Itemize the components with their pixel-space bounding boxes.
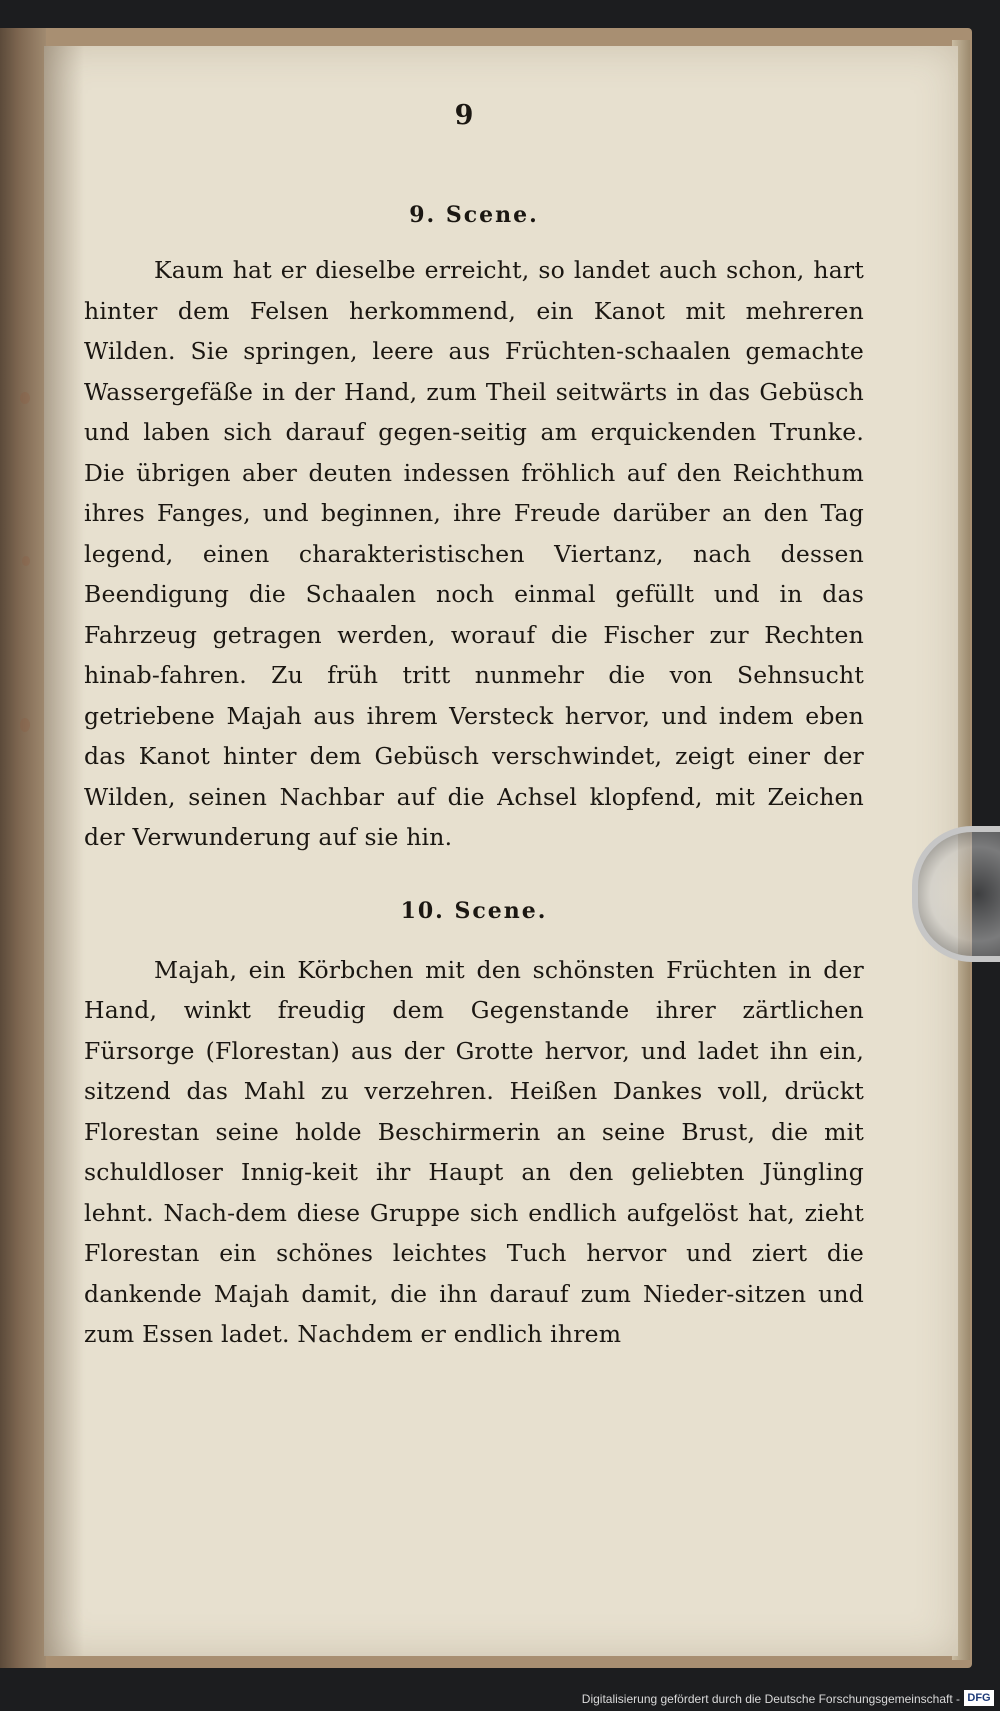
page-text-block [84,90,864,1355]
book-spine [0,28,46,1668]
scene-paragraph: Kaum hat er dieselbe erreicht, so landet auch schon, hart hinter dem Felsen herkommend, ein Kanot mit mehreren Wilden. Sie springen, leere aus Früchten-schaalen gemachte Wassergefäße in der Hand, zum Theil seitwärts in das Gebüsch und laben sich darauf gegen-seitig am erquickenden Trunke. Die übrigen aber deuten indessen fröhlich auf den Reichthum ihres Fanges, und beginnen, ihre Freude darüber an den Tag legend, einen charakteristischen Viertanz, nach dessen Beendigung die Schaalen noch einmal gefüllt und in das Fahrzeug getragen werden, worauf die Fischer zur Rechten hinab-fahren. Zu früh tritt nunmehr die von Sehnsucht getriebene Majah aus ihrem Versteck hervor, und indem eben das Kanot hinter dem Gebüsch verschwindet, zeigt einer der Wilden, seinen Nachbar auf die Achsel klopfend, mit Zeichen der Verwunderung auf sie hin. [84,256,864,851]
paper-stain [20,392,30,404]
scene-heading: 9. Scene. [409,202,539,228]
scene-paragraph: Majah, ein Körbchen mit den schönsten Früchten in der Hand, winkt freudig dem Gegenstande ihrer zärtlichen Fürsorge (Florestan) aus der Grotte hervor, und ladet ihn ein, sitzend das Mahl zu verzehren. Heißen Dankes voll, drückt Florestan seine holde Beschirmerin an seine Brust, die mit schuldloser Innig-keit ihr Haupt an den geliebten Jüngling lehnt. Nach-dem diese Gruppe sich endlich aufgelöst hat, zieht Florestan ein schönes leichtes Tuch hervor und ziert die dankende Majah damit, die ihn darauf zum Nieder-sitzen und zum Essen ladet. Nachdem er endlich ihrem [84,955,864,1348]
paper-stain [22,556,30,566]
page-number: 9 [454,100,474,131]
page-gutter-shadow [44,46,84,1656]
paper-stain [20,718,30,732]
digitization-notice: Digitalisierung gefördert durch die Deutsche Forschungsgemeinschaft - [581,1692,960,1706]
scene-heading: 10. Scene. [400,897,548,924]
dfg-logo: DFG [964,1690,994,1706]
